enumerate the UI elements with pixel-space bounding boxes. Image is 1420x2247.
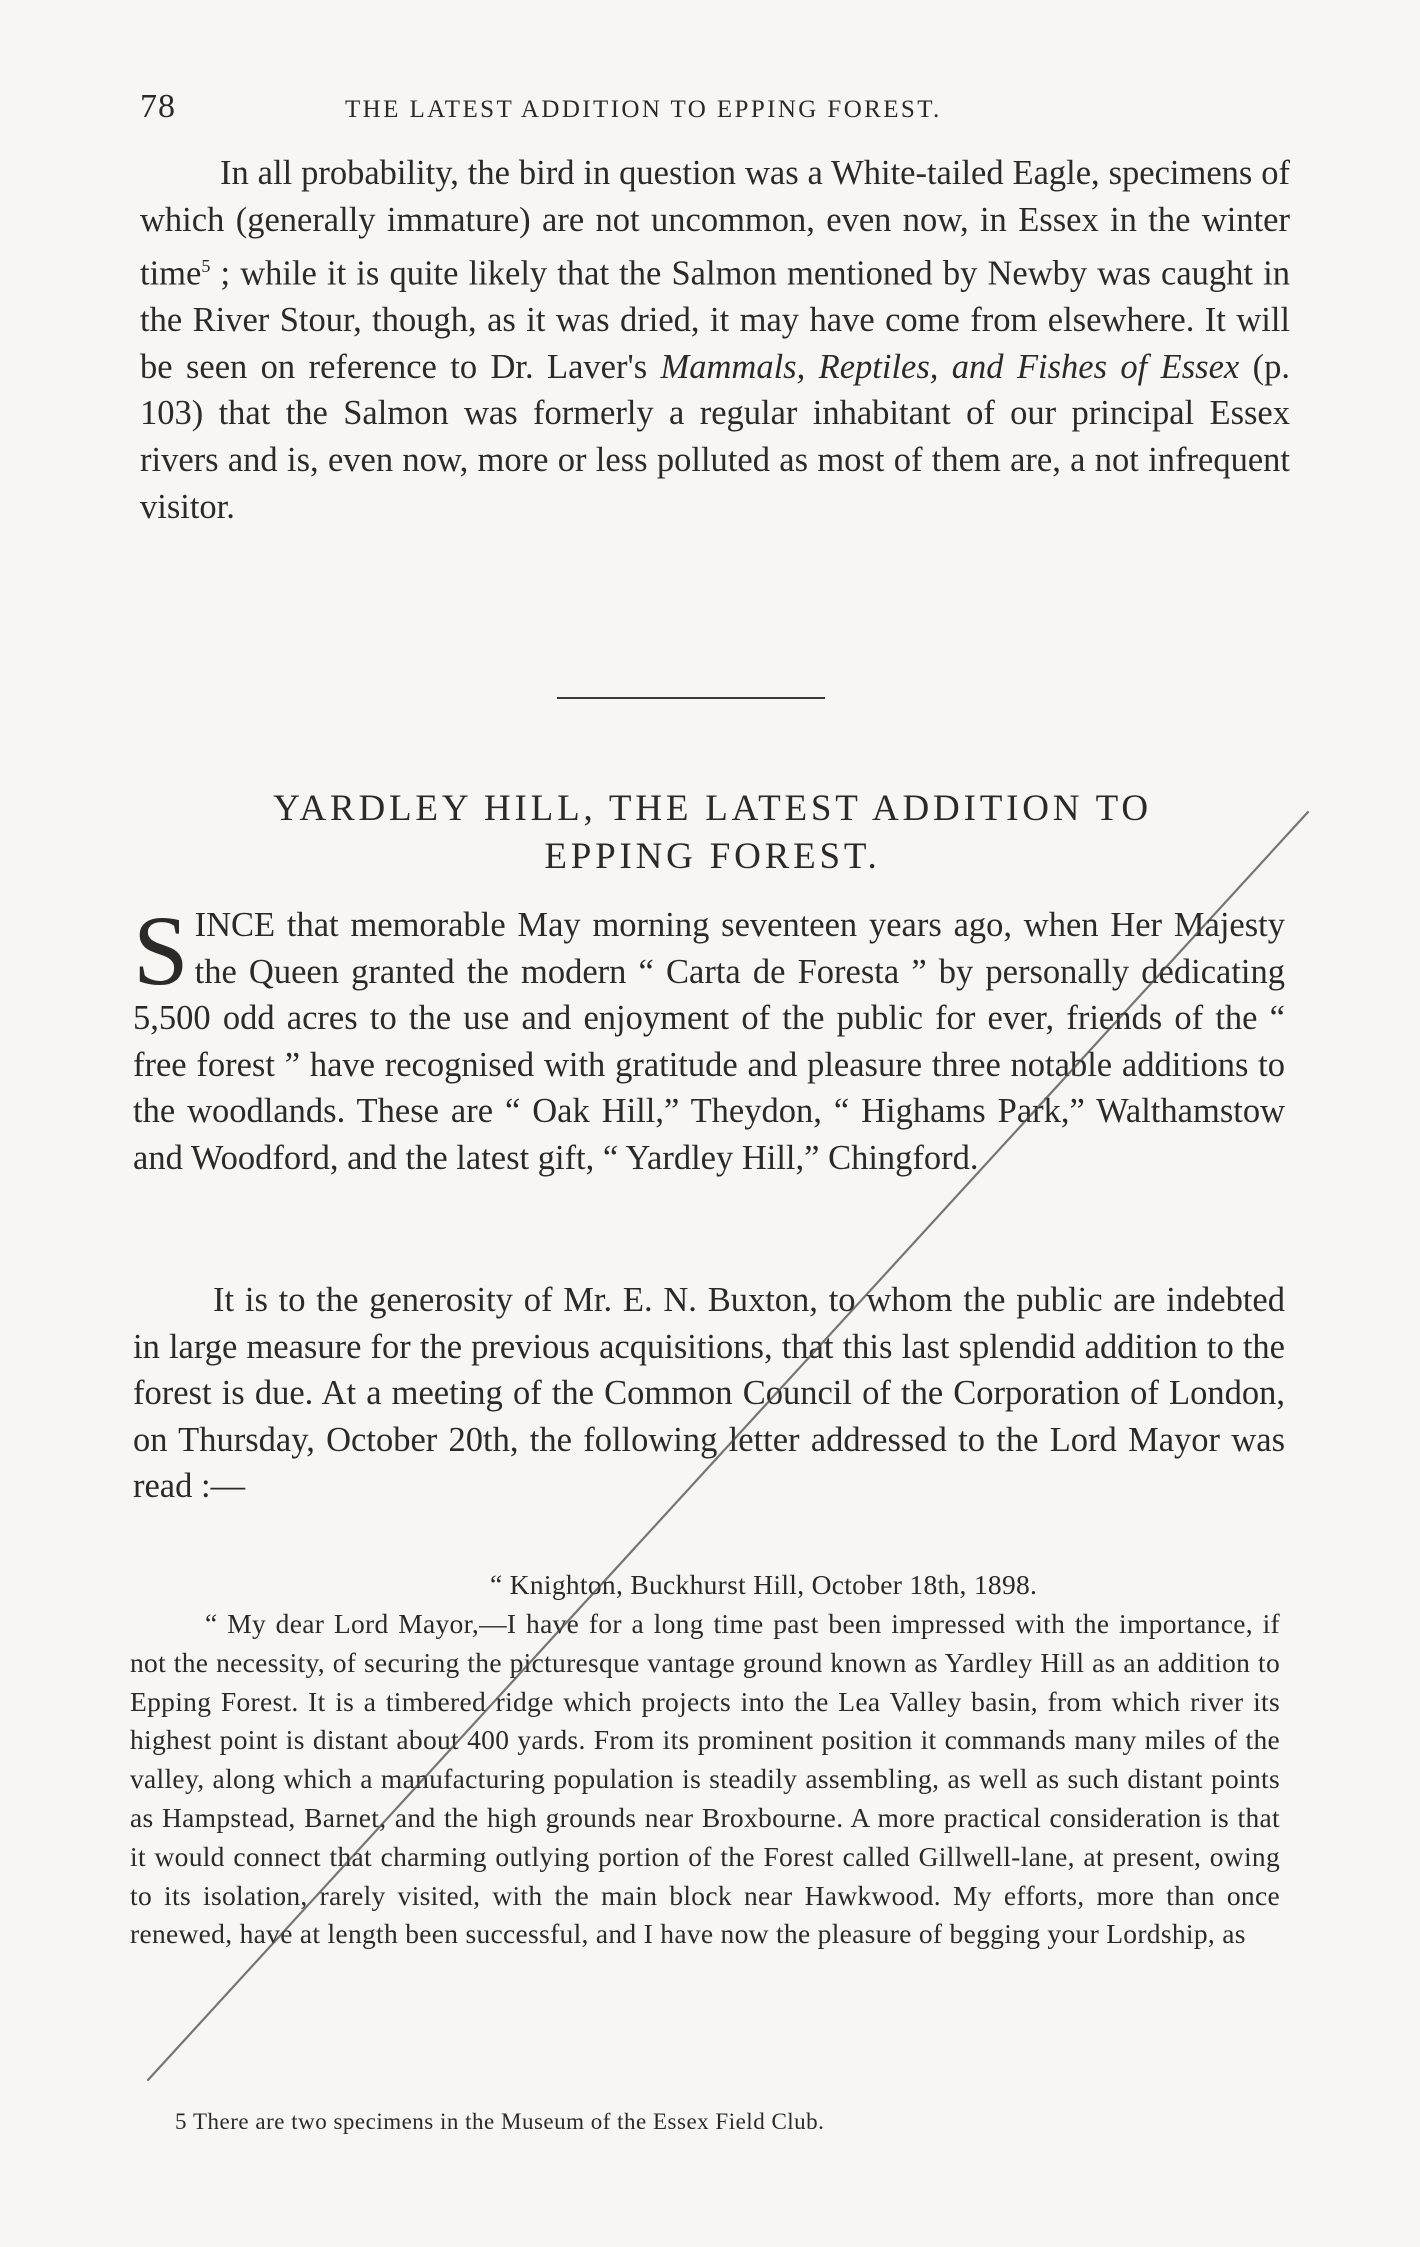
- book-title: Mammals, Reptiles, and Fishes of Essex: [660, 347, 1240, 386]
- running-title: THE LATEST ADDITION TO EPPING FOREST.: [345, 96, 942, 123]
- footnote-number: 5: [175, 2109, 187, 2134]
- article-second-paragraph: It is to the generosity of Mr. E. N. Buxton, to whom the public are indebted in large measure for the previous acquisitions, that this last splendid addition to the forest is due. At a meeting of the Common Council of the Corporation of London, on Thursday, October 20th, the following letter addressed to the Lord Mayor was read :—: [133, 1281, 1285, 1506]
- article-title-line: YARDLEY HILL, THE LATEST ADDITION TO: [273, 788, 1152, 829]
- paragraph-text: INCE that memorable May morning seventeen years ago, when Her Majesty the Queen granted the modern “ Carta de Foresta ” by personally dedicating 5,500 odd acres to the use and enjoyment of the public for ever, friends of the “ free forest ” have recognised with gratitude and pleasure three notable additions to the woodlands. These are “ Oak Hill,” Theydon, “ Highams Park,” Walthamstow and Woodford, and the latest gift, “ Yardley Hill,” Chingford.: [133, 906, 1285, 1177]
- letter-dateline: “ Knighton, Buckhurst Hill, October 18th, 1898.: [490, 1569, 1038, 1600]
- footnote-reference: 5: [201, 256, 211, 277]
- page-number: 78: [140, 88, 176, 125]
- paragraph-text: (p. 103) that the Salmon was formerly a regular inhabitant of our principal Essex rivers and is, even now, more or less polluted as most of them are, a not infrequent visitor.: [140, 347, 1291, 526]
- article-title-line: EPPING FOREST.: [544, 836, 881, 877]
- letter-body: “ My dear Lord Mayor,—I have for a long time past been impressed with the importance, if not the necessity, of securing the picturesque vantage ground known as Yardley Hill as an addition to Epping Forest. It is a timbered ridge which projects into the Lea Valley basin, from which river its highest point is distant about 400 yards. From its prominent position it commands many miles of the valley, along which a manufacturing population is steadily assembling, as well as such distant points as Hampstead, Barnet, and the high grounds near Broxbourne. A more practical consideration is that it would connect that charming outlying portion of the Forest called Gillwell-lane, at present, owing to its isolation, rarely visited, with the main block near Hawkwood. My efforts, more than once renewed, have at length been successful, and I have now the pleasure of begging your Lordship, as: [130, 1608, 1280, 1950]
- paragraph-text: In all probability, the bird in question was a White-tailed Eagle, specimens of which (generally immature) are not uncommon, even now, in Essex in the winter time: [140, 154, 1290, 293]
- paragraph-text: ; while it is quite likely that the Salmon mentioned by Newby was caught in the River Stour, though, as it was dried, it may have come from elsewhere. It will be seen on reference to Dr. Laver's: [140, 254, 1290, 386]
- footnote-text: There are two specimens in the Museum of the Essex Field Club.: [193, 2109, 825, 2134]
- drop-cap: S: [133, 895, 189, 1006]
